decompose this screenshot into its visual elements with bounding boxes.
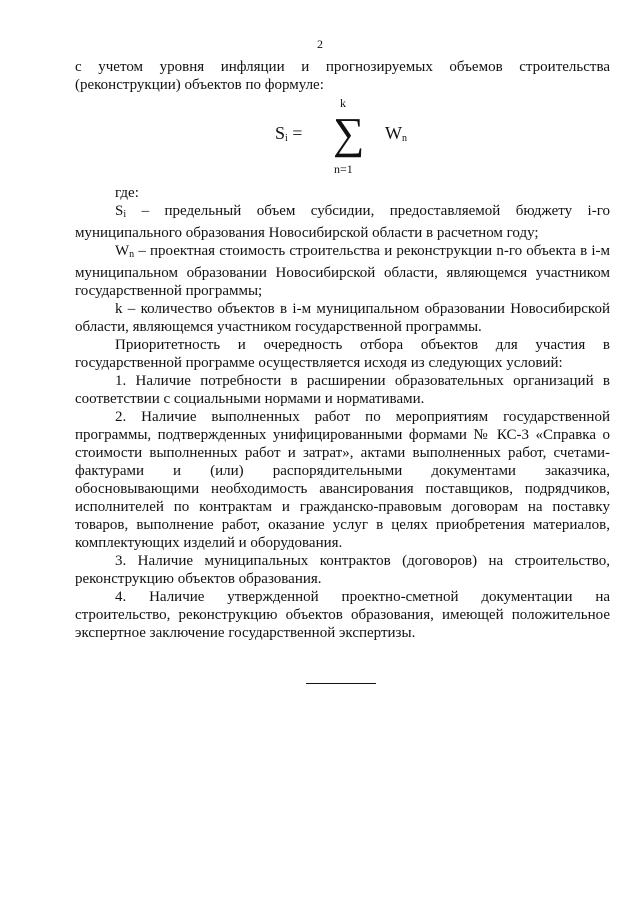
formula-lhs-symbol: S: [275, 123, 286, 143]
definition-k: k – количество объектов в i-м муниципальном образовании Новосибирской области, являющемся участником государственной программы.: [75, 301, 610, 335]
definition-s-text: – предельный объем субсидии, предоставляемой бюджету i-го муниципального образования Новосибирской области в расчетном году;: [75, 203, 610, 241]
condition-4: 4. Наличие утвержденной проектно-сметной документации на строительство, реконструкцию объектов образования, имеющей положительное экспертное заключение государственной экспертизы.: [75, 589, 610, 641]
formula-term: [385, 124, 407, 148]
definition-s: [75, 202, 610, 242]
definition-s-index: i: [123, 209, 127, 220]
formula-lhs: [275, 124, 302, 148]
document-body: [75, 58, 610, 642]
intro-paragraph: с учетом уровня инфляции и прогнозируемых объемов строительства (реконструкции) объектов по формуле:: [75, 59, 610, 93]
definition-w-symbol: W: [115, 243, 130, 259]
end-of-document-rule: [306, 683, 376, 684]
definition-w-text: – проектная стоимость строительства и реконструкции n-го объекта в i-м муниципальном образовании Новосибирской области, являющемся участником государственной программы;: [75, 243, 610, 299]
definition-w-index: n: [129, 249, 135, 260]
page-number: 2: [317, 37, 323, 51]
condition-1: 1. Наличие потребности в расширении образовательных организаций в соответствии с социальными нормами и нормативами.: [75, 373, 610, 407]
definition-s-symbol: S: [115, 203, 124, 219]
formula-term-symbol: W: [385, 123, 402, 143]
formula-term-index: n: [402, 133, 407, 144]
condition-2: 2. Наличие выполненных работ по мероприятиям государственной программы, подтвержденных унифицированными формами № КС-3 «Справка о стоимости выполненных работ и затрат», актами выполненных работ, счетами-фактурами и (или) распорядительными документами заказчика, обосновывающими необходимость авансирования поставщиков, подрядчиков, исполнителей по контрактам и гражданско-правовым договорам на поставку товаров, выполнение работ, оказание услуг в целях приобретения материалов, комплектующих изделий и оборудования.: [75, 409, 610, 551]
where-label: где:: [115, 185, 139, 201]
formula-sum-sign: ∑: [333, 109, 365, 158]
formula-sum-lower-limit: n=1: [334, 162, 353, 176]
formula-lhs-index: i: [285, 133, 288, 144]
formula-equals: =: [287, 123, 303, 143]
condition-3: 3. Наличие муниципальных контрактов (договоров) на строительство, реконструкцию объектов образования.: [75, 553, 610, 587]
formula-sum-upper-limit: k: [340, 96, 346, 110]
priority-intro-paragraph: Приоритетность и очередность отбора объектов для участия в государственной программе осуществляется исходя из следующих условий:: [75, 337, 610, 371]
subsidy-formula: [75, 94, 610, 184]
definition-w: [75, 242, 610, 300]
